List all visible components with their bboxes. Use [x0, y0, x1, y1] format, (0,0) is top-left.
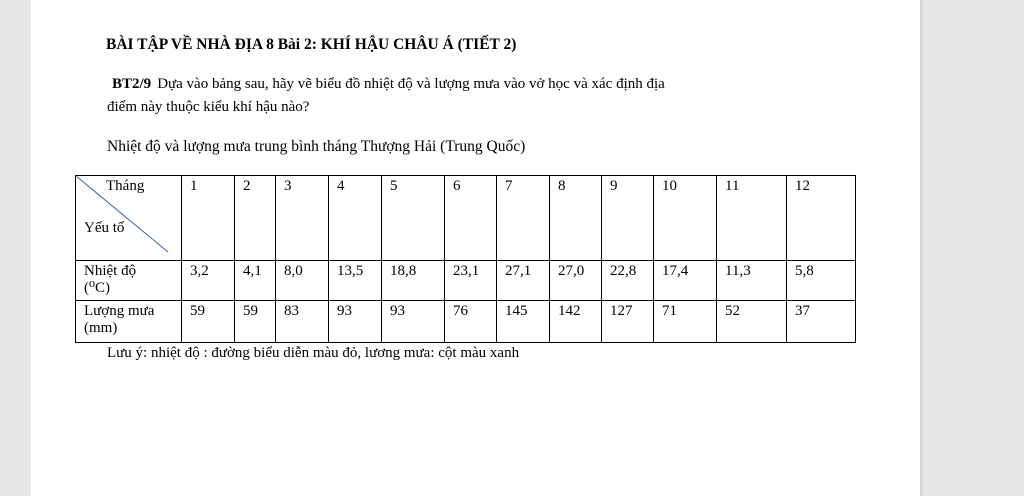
temperature-cell: 3,2 — [182, 261, 235, 301]
rainfall-cell: 71 — [654, 301, 717, 343]
rainfall-cell: 59 — [235, 301, 276, 343]
document-title: BÀI TẬP VỀ NHÀ ĐỊA 8 Bài 2: KHÍ HẬU CHÂU Á (TIẾT 2) — [106, 36, 517, 53]
month-header: 6 — [445, 176, 497, 261]
climate-table — [75, 175, 856, 343]
month-header: 1 — [182, 176, 235, 261]
exercise-text-1: Dựa vào bảng sau, hãy vẽ biểu đồ nhiệt độ và lượng mưa vào vở học và xác định địa — [157, 76, 665, 92]
month-header: 4 — [329, 176, 382, 261]
row-label-line2: (⁰C) — [84, 280, 111, 296]
exercise-line-2: điểm này thuộc kiểu khí hậu nào? — [107, 99, 310, 115]
temperature-cell: 17,4 — [654, 261, 717, 301]
page-edge-shadow — [920, 0, 924, 496]
month-header: 8 — [550, 176, 602, 261]
row-label-temperature — [76, 261, 182, 301]
month-header: 5 — [382, 176, 445, 261]
row-label-line2: (mm) — [84, 320, 118, 336]
exercise-line-1 — [112, 76, 665, 93]
rainfall-cell: 52 — [717, 301, 787, 343]
row-label-rainfall — [76, 301, 182, 343]
temperature-cell: 27,0 — [550, 261, 602, 301]
corner-header-cell — [76, 176, 182, 261]
table-header-row — [76, 176, 856, 261]
note-text: Lưu ý: nhiệt độ : đường biểu diễn màu đỏ, lương mưa: cột màu xanh — [107, 345, 520, 361]
month-header: 2 — [235, 176, 276, 261]
rainfall-cell: 93 — [382, 301, 445, 343]
rainfall-cell: 145 — [497, 301, 550, 343]
temperature-cell: 4,1 — [235, 261, 276, 301]
rainfall-cell: 76 — [445, 301, 497, 343]
month-header: 11 — [717, 176, 787, 261]
rainfall-cell: 127 — [602, 301, 654, 343]
month-header: 3 — [276, 176, 329, 261]
temperature-cell: 11,3 — [717, 261, 787, 301]
month-header: 10 — [654, 176, 717, 261]
temperature-cell: 13,5 — [329, 261, 382, 301]
month-header: 9 — [602, 176, 654, 261]
month-header: 12 — [787, 176, 856, 261]
exercise-label: BT2/9 — [112, 76, 152, 92]
temperature-cell: 18,8 — [382, 261, 445, 301]
table-caption: Nhiệt độ và lượng mưa trung bình tháng Thượng Hải (Trung Quốc) — [107, 138, 526, 155]
temperature-cell: 23,1 — [445, 261, 497, 301]
temperature-cell: 5,8 — [787, 261, 856, 301]
rainfall-row — [76, 301, 856, 343]
row-label-line1: Lượng mưa — [84, 303, 155, 319]
rainfall-cell: 37 — [787, 301, 856, 343]
temperature-row — [76, 261, 856, 301]
temperature-cell: 27,1 — [497, 261, 550, 301]
temperature-cell: 8,0 — [276, 261, 329, 301]
header-factor-label: Yếu tố — [84, 220, 125, 236]
rainfall-cell: 142 — [550, 301, 602, 343]
rainfall-cell: 59 — [182, 301, 235, 343]
rainfall-cell: 83 — [276, 301, 329, 343]
header-month-label: Tháng — [106, 178, 145, 194]
month-header: 7 — [497, 176, 550, 261]
row-label-line1: Nhiệt độ — [84, 263, 137, 279]
temperature-cell: 22,8 — [602, 261, 654, 301]
rainfall-cell: 93 — [329, 301, 382, 343]
